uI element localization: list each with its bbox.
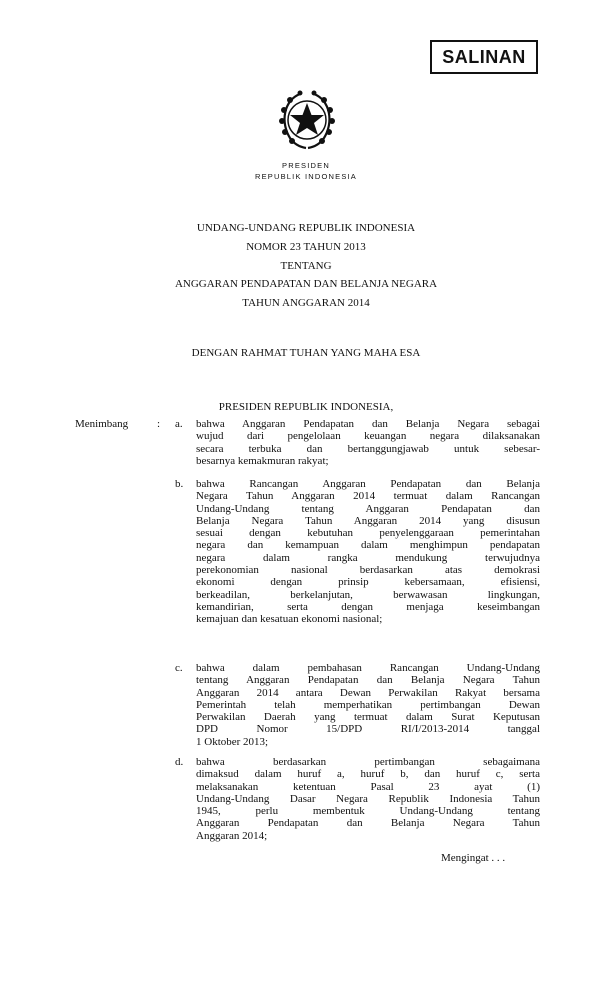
emblem-caption-presiden: PRESIDEN	[282, 161, 330, 170]
preamble: DENGAN RAHMAT TUHAN YANG MAHA ESA	[191, 347, 421, 359]
paragraph-line: negara dalam rangka mendukung terwujudnya	[196, 551, 540, 564]
item-label: b.	[175, 478, 184, 490]
item-label: a.	[175, 418, 183, 430]
paragraph-line: bahwa Anggaran Pendapatan dan Belanja Negara sebagai	[196, 418, 540, 430]
consideration-paragraph	[196, 756, 540, 842]
colon: :	[157, 418, 161, 430]
paragraph-line: Undang-Undang tentang Anggaran Pendapatan dan	[196, 502, 540, 515]
section-label-menimbang: Menimbang	[75, 418, 129, 430]
title-line: ANGGARAN PENDAPATAN DAN BELANJA NEGARA	[174, 278, 438, 290]
paragraph-line: kemajuan dan kesatuan ekonomi nasional;	[196, 613, 383, 626]
paragraph-line: bahwa dalam pembahasan Rancangan Undang-Undang	[196, 662, 540, 674]
paragraph-line: bahwa berdasarkan pertimbangan sebagaimana	[196, 756, 540, 768]
paragraph-line: dimaksud dalam huruf a, huruf b, dan huruf c, serta	[196, 768, 540, 781]
paragraph-line: berkeadilan, berkelanjutan, berwawasan lingkungan,	[196, 588, 540, 601]
paragraph-line: sesuai dengan kebutuhan penyelenggaraan pemerintahan	[196, 527, 540, 540]
paragraph-line: perekonomian nasional berdasarkan atas demokrasi	[196, 564, 540, 577]
paragraph-line: tentang Anggaran Pendapatan dan Belanja Negara Tahun	[196, 674, 540, 687]
paragraph-line: Perwakilan Daerah yang termuat dalam Surat Keputusan	[196, 711, 540, 724]
paragraph-line: Undang-Undang Dasar Negara Republik Indonesia Tahun	[196, 792, 540, 805]
item-label: d.	[175, 756, 184, 768]
title-line: NOMOR 23 TAHUN 2013	[246, 241, 366, 253]
paragraph-line: 1 Oktober 2013;	[196, 735, 269, 748]
salinan-stamp: SALINAN	[430, 40, 538, 74]
next-page-indicator: Mengingat . . .	[441, 852, 506, 864]
paragraph-line: secara terbuka dan bertanggungjawab untuk sebesar-	[196, 442, 540, 455]
emblem-caption-republik: REPUBLIK INDONESIA	[254, 172, 358, 181]
paragraph-line: kemandirian, serta dengan menjaga keseimbangan	[196, 600, 540, 613]
paragraph-line: wujud dari pengelolaan keuangan negara dilaksanakan	[196, 430, 540, 443]
garuda-emblem-icon	[276, 88, 338, 152]
paragraph-line: Pemerintah telah memperhatikan pertimbangan Dewan	[196, 698, 540, 711]
paragraph-line: ekonomi dengan prinsip kebersamaan, efisiensi,	[196, 576, 540, 589]
item-label: c.	[175, 662, 183, 674]
consideration-paragraph	[196, 662, 540, 748]
consideration-paragraph	[196, 478, 540, 626]
paragraph-line: Belanja Negara Tahun Anggaran 2014 yang disusun	[196, 514, 540, 527]
paragraph-line: melaksanakan ketentuan Pasal 23 ayat (1)	[196, 780, 540, 793]
paragraph-line: Negara Tahun Anggaran 2014 termuat dalam Rancangan	[196, 490, 540, 503]
paragraph-line: Anggaran Pendapatan dan Belanja Negara Tahun	[196, 817, 540, 830]
paragraph-line: 1945, perlu membentuk Undang-Undang tentang	[196, 805, 540, 818]
paragraph-line: bahwa Rancangan Anggaran Pendapatan dan Belanja	[196, 478, 540, 490]
paragraph-line: Anggaran 2014;	[196, 829, 268, 842]
paragraph-line: negara dan kemampuan dalam menghimpun pendapatan	[196, 539, 540, 552]
title-line: TAHUN ANGGARAN 2014	[242, 297, 370, 309]
president-heading: PRESIDEN REPUBLIK INDONESIA,	[218, 401, 394, 413]
paragraph-line: besarnya kemakmuran rakyat;	[196, 454, 329, 467]
consideration-paragraph	[196, 418, 540, 467]
paragraph-line: Anggaran 2014 antara Dewan Perwakilan Rakyat bersama	[196, 686, 540, 699]
title-line: TENTANG	[280, 260, 332, 272]
paragraph-line: DPD Nomor 15/DPD RI/I/2013-2014 tanggal	[196, 723, 540, 736]
title-line: UNDANG-UNDANG REPUBLIK INDONESIA	[196, 222, 416, 234]
